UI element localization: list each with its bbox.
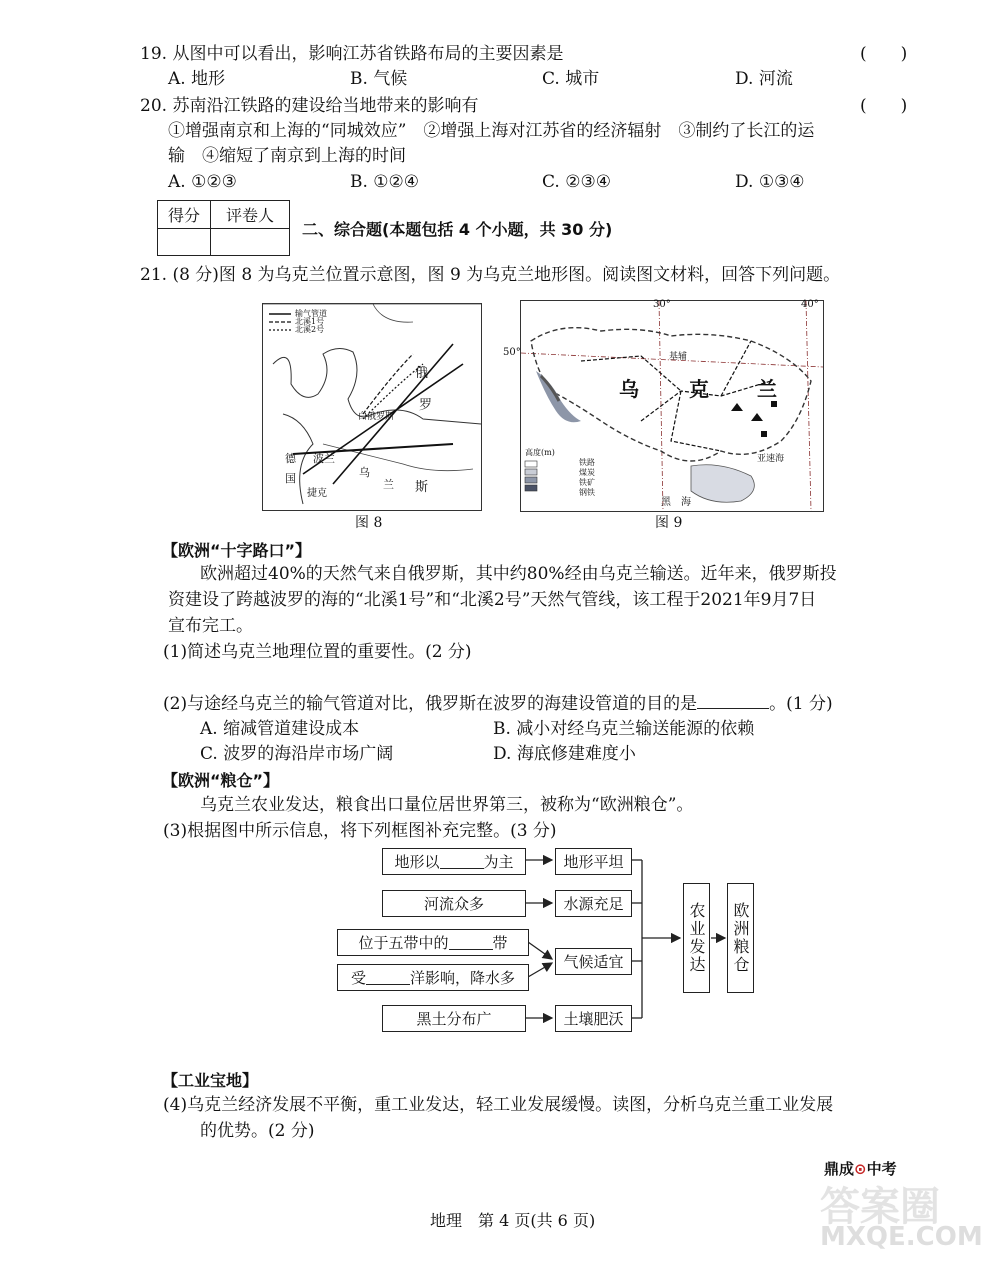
q20-option-d: D. ①③④ [735,172,805,192]
fig9-azov: 亚速海 [757,454,785,464]
sub-2-option-a: A. 缩减管道建设成本 [200,719,360,739]
terrain-blank[interactable] [440,854,484,869]
fig9-legend-title: 高度(m) [525,448,555,457]
heading-crossroads: 【欧洲“十字路口”】 [162,541,312,560]
score-table [157,200,290,256]
q19-option-c: C. 城市 [542,69,600,89]
fig9-legend-item-1: 铁路 [579,458,595,467]
material-2: 乌克兰农业发达，粮食出口量位居世界第三，被称为“欧洲粮仓”。 [200,795,694,815]
flow-box-rivers: 河流众多 [382,890,526,917]
fig9-name-3: 兰 [757,377,777,401]
fig8-label-germany-2: 国 [285,472,296,485]
q20-stem: 20. 苏南沿江铁路的建设给当地带来的影响有 [140,96,479,116]
brand-circle-icon: ⊙ [854,1160,867,1178]
page-footer: 地理 第 4 页(共 6 页) [430,1211,596,1230]
fig9-name-2: 克 [689,377,709,401]
q20-line2: 输 ④缩短了南京到上海的时间 [168,146,406,166]
flow-box-climate: 气候适宜 [555,948,632,975]
sub-2-option-c: C. 波罗的海沿岸市场广阔 [200,744,394,764]
sub-question-4-line-2: 的优势。(2 分) [200,1121,315,1141]
fig8-label-ukraine: 乌 [359,466,370,479]
fig8-legend-1: 输气管道 [295,309,327,318]
figure-8-caption: 图 8 [355,515,383,531]
brand-logo: 鼎成⊙中考 [824,1160,897,1178]
sub-question-2 [163,692,833,716]
q20-option-c: C. ②③④ [542,172,611,192]
q19-stem: 19. 从图中可以看出，影响江苏省铁路布局的主要因素是 [140,44,564,64]
fig9-lat-50: 50° [503,347,521,358]
heading-industry: 【工业宝地】 [162,1071,259,1090]
fig8-label-ukraine-2: 兰 [383,478,394,491]
q20-option-a: A. ①②③ [168,172,237,192]
fig8-label-germany: 德 [285,452,296,465]
fig8-legend-2: 北溪1号 [295,317,325,326]
q19-option-b: B. 气候 [350,69,408,89]
flow-box-agriculture: 农业发达 [683,883,710,993]
score-cell-blank[interactable] [158,228,211,256]
q20-line1: ①增强南京和上海的“同城效应” ②增强上海对江苏省的经济辐射 ③制约了长江的运 [168,121,815,141]
grader-cell-blank[interactable] [211,228,290,256]
figure-8-map [262,303,482,511]
grader-cell-label: 评卷人 [211,201,290,229]
fig9-name-1: 乌 [619,377,639,401]
fig9-legend-item-3: 铁矿 [579,478,595,487]
sub-question-2-blank[interactable] [697,694,769,709]
flow-box-terrain: 地形以 为主 [382,848,526,875]
ocean-blank[interactable] [366,970,410,985]
fig9-lon-40: 40° [801,299,819,310]
score-cell-label: 得分 [158,201,211,229]
q21-stem: 21. (8 分)图 8 为乌克兰位置示意图，图 9 为乌克兰地形图。阅读图文材料，回答下列问题。 [140,265,841,285]
q19-option-d: D. 河流 [735,69,793,89]
zone-blank[interactable] [449,935,493,950]
fig9-legend-item-4: 钢铁 [579,488,595,497]
flow-box-water: 水源充足 [555,890,632,917]
q20-paren: ( ) [860,96,908,116]
sub-question-4-line-1: (4)乌克兰经济发展不平衡，重工业发达，轻工业发展缓慢。读图，分析乌克兰重工业发展 [163,1095,834,1115]
sub-question-2-text: (2)与途经乌克兰的输气管道对比，俄罗斯在波罗的海建设管道的目的是 [163,694,698,714]
sub-question-2-tail: 。(1 分) [769,694,833,714]
material-1-line-3: 宣布完工。 [168,616,253,636]
q19-paren: ( ) [860,44,908,64]
watermark-url: MXQE.COM [820,1222,983,1252]
flow-box-granary: 欧洲粮仓 [727,883,754,993]
figure-9-map [503,299,824,512]
sub-2-option-d: D. 海底修建难度小 [493,744,636,764]
flow-box-zone: 位于五带中的 带 [337,929,529,956]
flow-box-soil: 黑土分布广 [382,1005,526,1032]
fig8-label-russia-1: 俄 [415,366,429,381]
material-1-line-1: 欧洲超过40%的天然气来自俄罗斯，其中约80%经由乌克兰输送。近年来，俄罗斯投 [200,564,837,584]
fig8-legend-3: 北溪2号 [295,325,325,334]
sub-2-option-b: B. 减小对经乌克兰输送能源的依赖 [493,719,755,739]
flow-box-fertile: 土壤肥沃 [555,1005,632,1032]
fig8-label-russia-3: 斯 [415,480,429,495]
material-1-line-2: 资建设了跨越波罗的海的“北溪1号”和“北溪2号”天然气管线，该工程于2021年9月7日 [168,590,817,610]
fig8-label-belarus: 白俄罗斯 [358,412,395,422]
q20-option-b: B. ①②④ [350,172,420,192]
watermark: 答案圈 [820,1184,940,1230]
fig8-label-poland: 波兰 [313,452,335,465]
fig8-label-russia-2: 罗 [419,398,433,413]
sub-question-3: (3)根据图中所示信息，将下列框图补充完整。(3 分) [163,821,557,841]
heading-granary: 【欧洲“粮仓”】 [162,771,280,790]
flow-box-flat: 地形平坦 [555,848,632,875]
fig9-sea: 黑 海 [661,497,691,508]
fig9-legend-item-2: 煤炭 [579,468,595,477]
sub-question-1: (1)简述乌克兰地理位置的重要性。(2 分) [163,642,472,662]
fig9-lon-30: 30° [653,299,671,310]
flow-box-ocean: 受 洋影响，降水多 [337,964,529,991]
figure-9-caption: 图 9 [655,515,683,531]
q19-option-a: A. 地形 [168,69,226,89]
fig9-city-kyiv: 基辅 [669,352,688,362]
section-title: 二、综合题(本题包括 4 个小题，共 30 分) [302,220,613,239]
fig8-label-czech: 捷克 [307,488,327,499]
